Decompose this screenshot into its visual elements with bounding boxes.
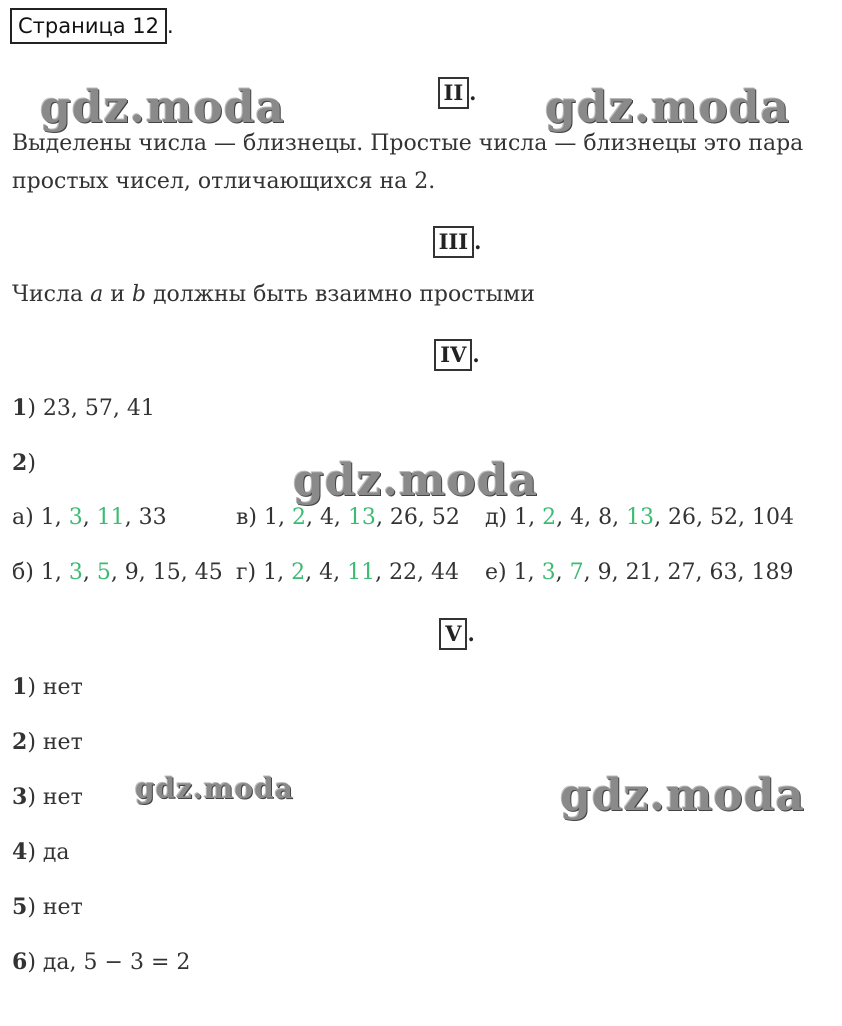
twin-number: 13 (347, 505, 376, 530)
section-roman-iii: III (433, 226, 474, 258)
answer-number: 2 (12, 450, 28, 476)
answer-text: ) нет (27, 730, 83, 755)
list-text: б) 1, (12, 560, 69, 585)
twin-number: 11 (347, 560, 376, 585)
answer-iv-1 (12, 395, 155, 421)
answer-v-1 (12, 674, 83, 700)
answer-number: 1 (12, 674, 28, 700)
section-dot-iv: . (472, 342, 480, 367)
list-text: , 33 (124, 505, 167, 530)
divisor-list-e (485, 560, 794, 585)
answer-iv-2 (12, 450, 36, 476)
watermark-3: gdz.moda (293, 455, 539, 506)
section-title-v (0, 618, 842, 646)
answer-number: 5 (12, 894, 28, 920)
page-label (10, 8, 174, 44)
variable-b: b (131, 282, 146, 307)
divisor-list-d (485, 505, 794, 530)
page-label-box: Страница 12 (10, 8, 167, 44)
variable-a: a (90, 282, 104, 307)
list-text: , (555, 560, 570, 585)
watermark-5: gdz.moda (560, 770, 806, 821)
section-roman-iv: IV (434, 339, 472, 371)
section-iii-prefix: Числа (12, 282, 91, 307)
section-ii-line1: Выделены числа — близнецы. Простые числа — близнецы это пара (12, 131, 804, 156)
list-text: , 4, 8, (556, 505, 627, 530)
answer-text: ) да (27, 840, 70, 865)
list-text: , 4, (305, 505, 348, 530)
watermark-2: gdz.moda (545, 82, 791, 133)
divisor-list-g (236, 560, 459, 585)
answer-text: ) (27, 451, 36, 476)
list-text: , (82, 505, 97, 530)
list-text: , 26, 52 (375, 505, 460, 530)
section-dot-v: . (467, 621, 475, 646)
answer-text: ) 23, 57, 41 (27, 396, 155, 421)
section-iii-suffix: должны быть взаимно простыми (145, 282, 535, 307)
section-iii-and: и (103, 282, 132, 307)
list-text: е) 1, (485, 560, 542, 585)
answer-v-2 (12, 729, 83, 755)
page-label-dot: . (167, 14, 174, 38)
twin-number: 5 (96, 560, 111, 585)
list-text: , 9, 21, 27, 63, 189 (583, 560, 794, 585)
twin-number: 2 (291, 505, 306, 530)
answer-text: ) нет (27, 895, 83, 920)
section-roman-ii: II (438, 77, 470, 109)
answer-number: 2 (12, 729, 28, 755)
answer-v-3 (12, 784, 83, 810)
section-dot-ii: . (469, 80, 477, 105)
list-text: в) 1, (236, 505, 292, 530)
twin-number: 7 (569, 560, 584, 585)
divisor-list-a (12, 505, 167, 530)
twin-number: 13 (626, 505, 655, 530)
watermark-4: gdz.moda (135, 772, 294, 805)
answer-text: ) да, 5 − 3 = 2 (27, 950, 191, 975)
list-text: , 22, 44 (375, 560, 460, 585)
answer-number: 6 (12, 949, 28, 975)
section-dot-iii: . (474, 229, 482, 254)
twin-number: 2 (542, 505, 557, 530)
list-text: д) 1, (485, 505, 543, 530)
answer-number: 4 (12, 839, 28, 865)
answer-text: ) нет (27, 675, 83, 700)
list-text: , (82, 560, 97, 585)
answer-text: ) нет (27, 785, 83, 810)
answer-v-5 (12, 894, 83, 920)
watermark-1: gdz.moda (40, 82, 286, 133)
list-text: , 9, 15, 45 (110, 560, 223, 585)
section-title-iii (0, 226, 842, 254)
answer-number: 1 (12, 395, 28, 421)
answer-number: 3 (12, 784, 28, 810)
twin-number: 3 (541, 560, 556, 585)
list-text: , 26, 52, 104 (654, 505, 795, 530)
list-text: а) 1, (12, 505, 69, 530)
twin-number: 11 (96, 505, 125, 530)
divisor-list-v (236, 505, 460, 530)
section-iii-text (12, 282, 535, 307)
list-text: г) 1, (236, 560, 292, 585)
section-title-iv (0, 339, 842, 367)
twin-number: 3 (68, 560, 83, 585)
answer-v-4 (12, 839, 70, 865)
twin-number: 3 (68, 505, 83, 530)
list-text: , 4, (305, 560, 348, 585)
section-title-ii (0, 77, 842, 105)
twin-number: 2 (291, 560, 306, 585)
section-ii-line2: простых чисел, отличающихся на 2. (12, 169, 436, 194)
section-roman-v: V (439, 618, 467, 650)
divisor-list-b (12, 560, 223, 585)
answer-v-6 (12, 949, 190, 975)
